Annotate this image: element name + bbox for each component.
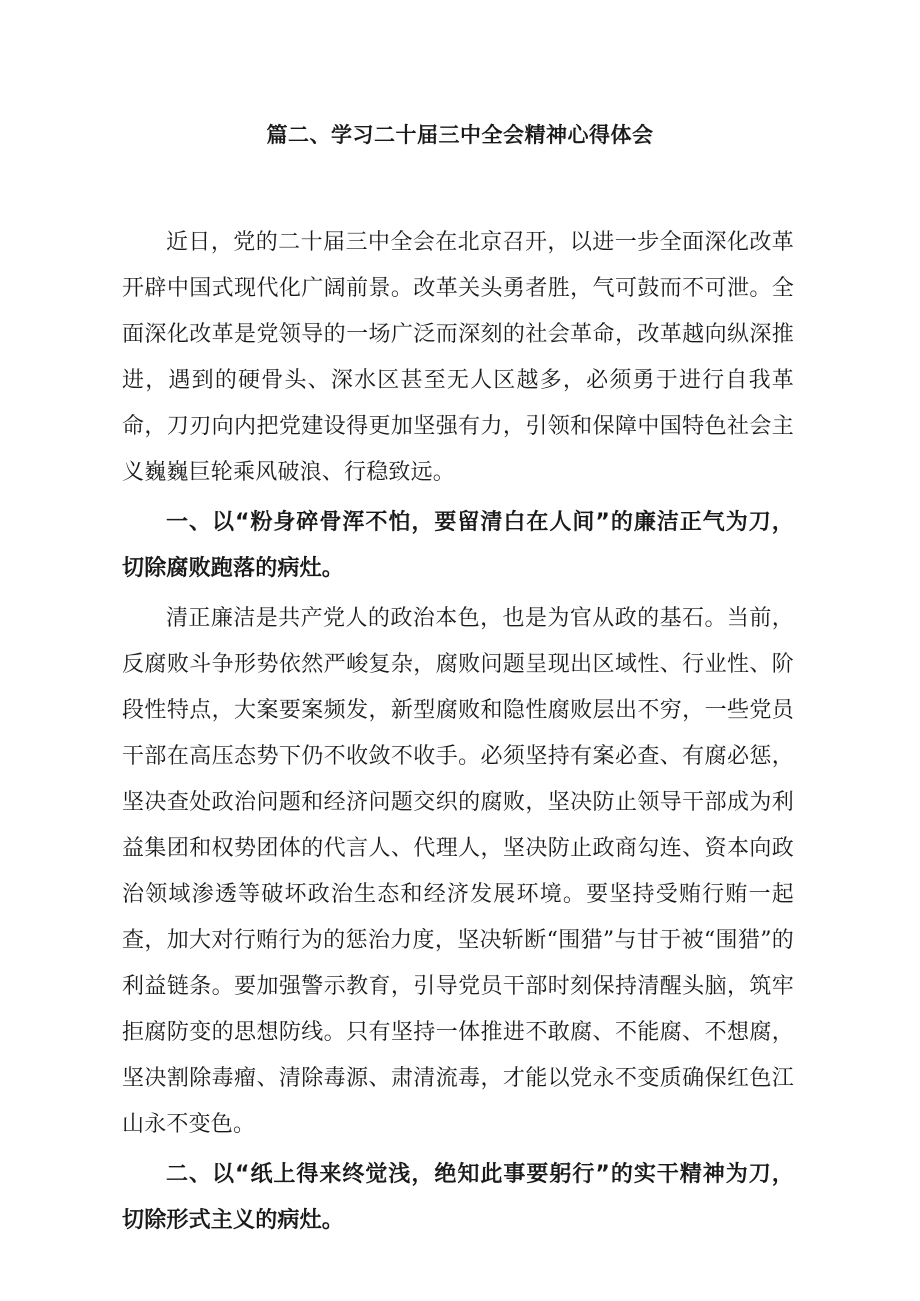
section-1-paragraph: 清正廉洁是共产党人的政治本色，也是为官从政的基石。当前，反腐败斗争形势依然严峻复杂，腐败问题呈现出区域性、行业性、阶段性特点，大案要案频发，新型腐败和隐性腐败层出不穷，一些党员干部在高压态势下仍不收敛不收手。必须坚持有案必查、有腐必惩，坚决查处政治问题和经济问题交织的腐败，坚决防止领导干部成为利益集团和权势团体的代言人、代理人，坚决防止政商勾连、资本向政治领域渗透等破坏政治生态和经济发展环境。要坚持受贿行贿一起查，加大对行贿行为的惩治力度，坚决斩断“围猎”与甘于被“围猎”的利益链条。要加强警示教育，引导党员干部时刻保持清醒头脑，筑牢拒腐防变的思想防线。只有坚持一体推进不敢腐、不能腐、不想腐，坚决割除毒瘤、清除毒源、肃清流毒，才能以党永不变质确保红色江山永不变色。 [122,606,794,1137]
intro-paragraph: 近日，党的二十届三中全会在北京召开，以进一步全面深化改革开辟中国式现代化广阔前景。改革关头勇者胜，气可鼓而不可泄。全面深化改革是党领导的一场广泛而深刻的社会革命，改革越向纵深推进，遇到的硬骨头、深水区甚至无人区越多，必须勇于进行自我革命，刀刃向内把党建设得更加坚强有力，引领和保障中国特色社会主义巍巍巨轮乘风破浪、行稳致远。 [122,230,794,485]
section-heading-1: 一、以“粉身碎骨浑不怕，要留清白在人间”的廉洁正气为刀，切除腐败跑落的病灶。 [122,510,794,581]
section-heading-2: 二、以“纸上得来终觉浅，绝知此事要躬行”的实干精神为刀，切除形式主义的病灶。 [122,1162,794,1233]
document-body [122,220,794,1244]
document-title: 篇二、学习二十届三中全会精神心得体会 [266,123,654,147]
